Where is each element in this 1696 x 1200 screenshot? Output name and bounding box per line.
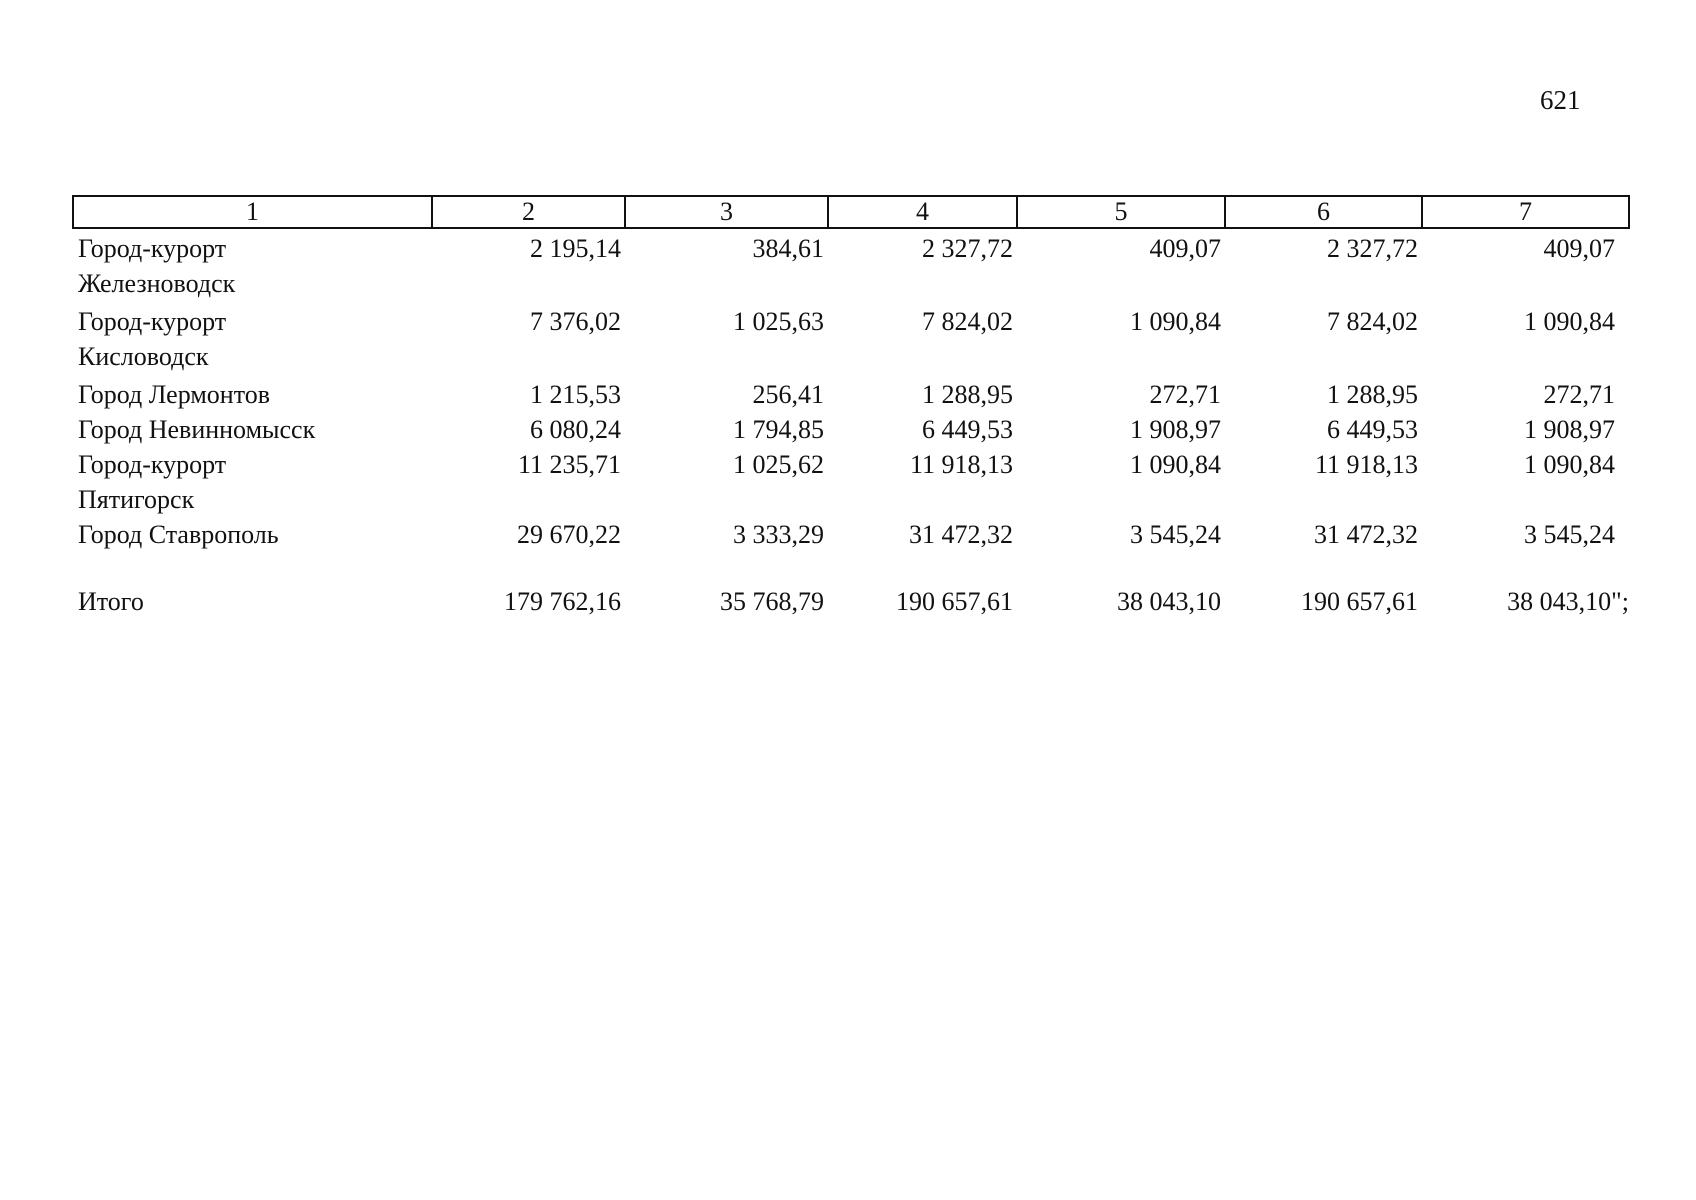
row-name-cell bbox=[73, 301, 432, 374]
row-name-line: Город Ставрополь bbox=[78, 520, 279, 549]
column-header: 1 bbox=[73, 196, 432, 228]
spacer-row bbox=[73, 552, 1629, 584]
value-cell: 6 080,24 bbox=[530, 415, 621, 444]
value-cell: 1 090,84 bbox=[1130, 307, 1221, 336]
value-cell: 256,41 bbox=[752, 380, 824, 409]
value-cell: 11 918,13 bbox=[909, 450, 1013, 479]
value-cell: 6 449,53 bbox=[1327, 415, 1418, 444]
value-cell: 409,07 bbox=[1543, 234, 1615, 263]
row-name-line: Город Невинномысск bbox=[78, 415, 316, 444]
table-row bbox=[73, 228, 1629, 301]
row-name-line: Город-курорт bbox=[78, 234, 227, 263]
table-row bbox=[73, 374, 1629, 412]
value-cell: 3 545,24 bbox=[1130, 520, 1221, 549]
value-cell: 272,71 bbox=[1543, 380, 1615, 409]
row-name-line: Пятигорск bbox=[78, 485, 195, 514]
spacer-cell bbox=[73, 552, 1629, 584]
value-cell: 1 288,95 bbox=[922, 380, 1013, 409]
value-cell: 1 908,97 bbox=[1524, 415, 1615, 444]
value-cell: 2 195,14 bbox=[530, 234, 621, 263]
total-row bbox=[73, 584, 1629, 619]
table-row bbox=[73, 517, 1629, 552]
row-name-line: Город Лермонтов bbox=[78, 380, 270, 409]
row-name-cell bbox=[73, 517, 432, 552]
table-row bbox=[73, 412, 1629, 447]
value-cell: 7 824,02 bbox=[922, 307, 1013, 336]
row-name-line: Железноводск bbox=[78, 269, 236, 298]
total-value-cell: 190 657,61 bbox=[896, 587, 1013, 616]
column-header: 6 bbox=[1225, 196, 1422, 228]
value-cell: 3 333,29 bbox=[733, 520, 824, 549]
value-cell: 31 472,32 bbox=[909, 520, 1013, 549]
value-cell: 1 090,84 bbox=[1524, 307, 1615, 336]
data-table bbox=[72, 195, 1630, 619]
row-name-cell bbox=[73, 412, 432, 447]
row-name-line: Город-курорт bbox=[78, 450, 227, 479]
value-cell: 6 449,53 bbox=[922, 415, 1013, 444]
value-cell: 11 235,71 bbox=[517, 450, 621, 479]
total-value-cell: 38 043,10 bbox=[1117, 587, 1221, 616]
page-number: 621 bbox=[1540, 85, 1581, 115]
value-cell: 1 908,97 bbox=[1130, 415, 1221, 444]
value-cell: 29 670,22 bbox=[517, 520, 621, 549]
column-header: 5 bbox=[1017, 196, 1225, 228]
value-cell: 1 090,84 bbox=[1524, 450, 1615, 479]
total-value-cell: 179 762,16 bbox=[504, 587, 621, 616]
value-cell: 2 327,72 bbox=[922, 234, 1013, 263]
value-cell: 7 824,02 bbox=[1327, 307, 1418, 336]
total-value-cell: 38 043,10"; bbox=[1507, 587, 1629, 616]
value-cell: 11 918,13 bbox=[1314, 450, 1418, 479]
table-row bbox=[73, 447, 1629, 517]
row-name-cell bbox=[73, 228, 432, 301]
value-cell: 384,61 bbox=[752, 234, 824, 263]
value-cell: 409,07 bbox=[1149, 234, 1221, 263]
row-name-line: Город-курорт bbox=[78, 307, 227, 336]
column-header: 4 bbox=[828, 196, 1017, 228]
table-header-row bbox=[73, 196, 1629, 228]
value-cell: 1 025,63 bbox=[733, 307, 824, 336]
value-cell: 1 794,85 bbox=[733, 415, 824, 444]
column-header: 3 bbox=[625, 196, 828, 228]
total-value-cell: 190 657,61 bbox=[1301, 587, 1418, 616]
value-cell: 3 545,24 bbox=[1524, 520, 1615, 549]
value-cell: 1 025,62 bbox=[733, 450, 824, 479]
value-cell: 1 090,84 bbox=[1130, 450, 1221, 479]
row-name-cell bbox=[73, 374, 432, 412]
value-cell: 31 472,32 bbox=[1314, 520, 1418, 549]
value-cell: 7 376,02 bbox=[530, 307, 621, 336]
table-row bbox=[73, 301, 1629, 374]
value-cell: 2 327,72 bbox=[1327, 234, 1418, 263]
total-value-cell: 35 768,79 bbox=[720, 587, 824, 616]
row-name-line: Кисловодск bbox=[78, 342, 209, 371]
value-cell: 1 215,53 bbox=[530, 380, 621, 409]
column-header: 7 bbox=[1422, 196, 1629, 228]
row-name-cell bbox=[73, 447, 432, 517]
column-header: 2 bbox=[432, 196, 625, 228]
total-label: Итого bbox=[78, 587, 144, 616]
value-cell: 1 288,95 bbox=[1327, 380, 1418, 409]
value-cell: 272,71 bbox=[1149, 380, 1221, 409]
